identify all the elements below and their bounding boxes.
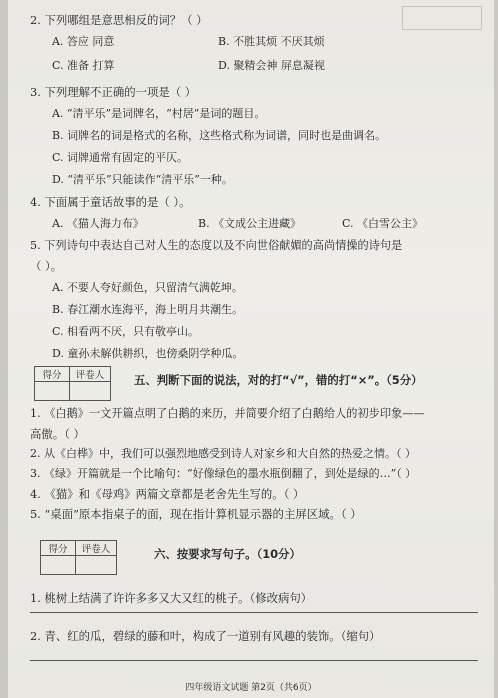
reviewer-label: 评卷人 <box>76 541 117 556</box>
score-cell[interactable] <box>41 556 76 575</box>
bleed-through-box <box>402 6 482 30</box>
q5-stem-continued: （ ）。 <box>30 259 63 273</box>
q2-option-c: C. 准备 打算 <box>52 59 115 72</box>
q4-option-c: C. 《白雪公主》 <box>342 217 424 230</box>
score-label: 得分 <box>35 367 70 382</box>
sec5-item-2: 2. 从《白桦》中，我们可以强烈地感受到诗人对家乡和大自然的热爱之情。（ ） <box>30 447 416 460</box>
section6-title: 六、按要求写句子。（10分） <box>154 547 301 561</box>
bleed-through-text <box>376 0 486 60</box>
q5-stem: 5. 下列诗句中表达自己对人生的态度以及不向世俗献媚的高尚情操的诗句是 <box>30 239 403 252</box>
sec5-item-5: 5. “桌面”原本指桌子的面，现在指计算机显示器的主屏区域。（ ） <box>30 507 362 521</box>
exam-page <box>8 0 494 698</box>
page-footer: 四年级语文试题 第2页（共6页） <box>185 683 317 693</box>
section5-title: 五、判断下面的说法，对的打“√”，错的打“×”。（5分） <box>134 373 423 387</box>
q4-option-b: B. 《文成公主进藏》 <box>198 217 302 230</box>
q2-option-d: D. 聚精会神 屏息凝视 <box>218 59 325 72</box>
q3-option-b: B. 词牌名的词是格式的名称，这些格式称为词谱，同时也是曲调名。 <box>52 129 387 142</box>
sec5-item-1-continued: 高傲。（ ） <box>30 427 85 441</box>
sec5-item-3: 3. 《绿》开篇就是一个比喻句：“好像绿色的墨水瓶倒翻了，到处是绿的…”（ ） <box>30 467 417 480</box>
q2-stem: 2. 下列哪组是意思相反的词？（ ） <box>30 13 208 27</box>
q3-stem: 3. 下列理解不正确的一项是（ ） <box>30 85 197 99</box>
reviewer-cell[interactable] <box>70 382 111 401</box>
score-label: 得分 <box>41 541 76 556</box>
answer-line-2[interactable] <box>30 660 478 661</box>
q3-option-a: A. “清平乐”是词牌名，“村居”是词的题目。 <box>52 107 266 120</box>
section6-score-table <box>40 540 117 575</box>
q3-option-d: D. “清平乐”只能读作“清平乐”一种。 <box>52 173 233 186</box>
q5-option-b: B. 春江潮水连海平，海上明月共潮生。 <box>52 303 244 316</box>
q5-option-d: D. 童孙未解供耕织，也傍桑阴学种瓜。 <box>52 347 244 360</box>
q3-option-c: C. 词牌通常有固定的平仄。 <box>52 151 189 164</box>
q2-option-a: A. 答应 同意 <box>52 35 115 48</box>
q5-option-a: A. 不要人夸好颜色，只留清气满乾坤。 <box>52 281 243 294</box>
reviewer-cell[interactable] <box>76 556 117 575</box>
q4-option-a: A. 《猫人海力布》 <box>52 217 144 230</box>
q4-stem: 4. 下面属于童话故事的是（ ）。 <box>30 195 191 209</box>
q5-option-c: C. 相看两不厌，只有敬亭山。 <box>52 325 200 338</box>
answer-line-1[interactable] <box>30 612 478 613</box>
sec6-item-1: 1. 桃树上结满了许许多多又大又红的桃子。（修改病句） <box>30 591 313 605</box>
q2-option-b: B. 不胜其烦 不厌其烦 <box>218 35 325 48</box>
sec5-item-4: 4. 《猫》和《母鸡》两篇文章都是老舍先生写的。（ ） <box>30 487 305 501</box>
section5-score-table <box>34 366 111 401</box>
sec6-item-2: 2. 青、红的瓜，碧绿的藤和叶，构成了一道别有风趣的装饰。（缩句） <box>30 629 381 643</box>
sec5-item-1: 1. 《白鹅》一文开篇点明了白鹅的来历，并简要介绍了白鹅给人的初步印象—— <box>30 407 425 420</box>
reviewer-label: 评卷人 <box>70 367 111 382</box>
score-cell[interactable] <box>35 382 70 401</box>
